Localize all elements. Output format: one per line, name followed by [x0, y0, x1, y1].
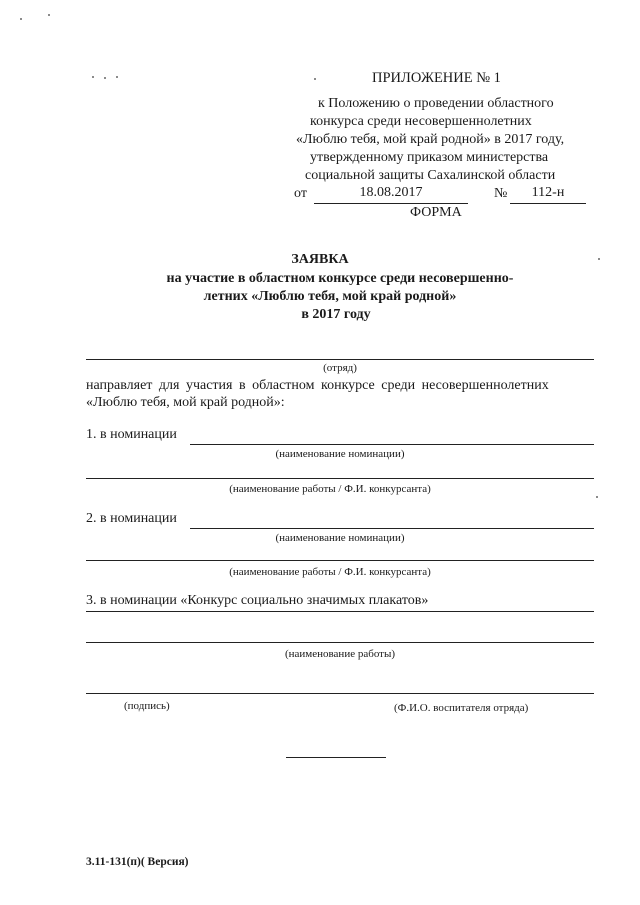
scan-speck [104, 77, 106, 79]
application-title: ЗАЯВКА [291, 252, 349, 267]
regulation-line: «Люблю тебя, мой край родной» в 2017 году, [296, 132, 565, 147]
work-field-line [86, 642, 594, 643]
scan-speck [314, 78, 316, 80]
work-caption: (наименование работы / Ф.И. конкурсанта) [229, 483, 431, 495]
regulation-line: утвержденному приказом министерства [310, 150, 549, 165]
work-caption: (наименование работы / Ф.И. конкурсанта) [229, 566, 431, 578]
order-number-underline [510, 203, 586, 204]
order-number-label: № [494, 186, 508, 201]
nomination-field-line [190, 444, 594, 445]
application-subtitle-line: в 2017 году [301, 307, 371, 322]
nomination-label: 3. в номинации «Конкурс социально значимых плакатов» [86, 593, 429, 608]
unit-field-line [86, 359, 594, 360]
nomination-field-line [190, 528, 594, 529]
nomination-label: 1. в номинации [86, 427, 177, 442]
application-subtitle-line: летних «Люблю тебя, мой край родной» [203, 289, 457, 304]
signature-caption: (подпись) [124, 700, 170, 712]
application-subtitle-line: на участие в областном конкурсе среди несовершенно- [166, 271, 514, 286]
regulation-line: к Положению о проведении областного [318, 96, 554, 111]
nomination-label: 2. в номинации [86, 511, 177, 526]
scan-speck [48, 14, 50, 16]
work-field-line [86, 560, 594, 561]
nomination-field-line [86, 611, 594, 612]
appendix-heading: ПРИЛОЖЕНИЕ № 1 [372, 70, 501, 86]
scan-speck [20, 18, 22, 20]
unit-caption: (отряд) [323, 362, 357, 374]
work-caption: (наименование работы) [284, 648, 396, 660]
document-code: 3.11-131(п)( Версия) [86, 856, 189, 868]
send-text-line: «Люблю тебя, мой край родной»: [86, 395, 285, 410]
order-number: 112-н [531, 185, 565, 200]
nomination-caption: (наименование номинации) [275, 532, 405, 544]
scan-speck [596, 496, 598, 498]
regulation-line: социальной защиты Сахалинской области [305, 168, 556, 183]
educator-name-caption: (Ф.И.О. воспитателя отряда) [394, 702, 529, 714]
form-label: ФОРМА [410, 205, 462, 220]
nomination-caption: (наименование номинации) [275, 448, 405, 460]
scan-speck [92, 76, 94, 78]
send-text-line: направляет для участия в областном конкурсе среди несовершеннолетних [86, 378, 549, 393]
regulation-line: конкурса среди несовершеннолетних [310, 114, 532, 129]
order-from-label: от [294, 186, 307, 201]
order-date: 18.08.2017 [359, 185, 423, 200]
order-date-underline [314, 203, 468, 204]
end-rule [286, 757, 386, 758]
work-field-line [86, 478, 594, 479]
scan-speck [116, 76, 118, 78]
signature-field-line [86, 693, 594, 694]
